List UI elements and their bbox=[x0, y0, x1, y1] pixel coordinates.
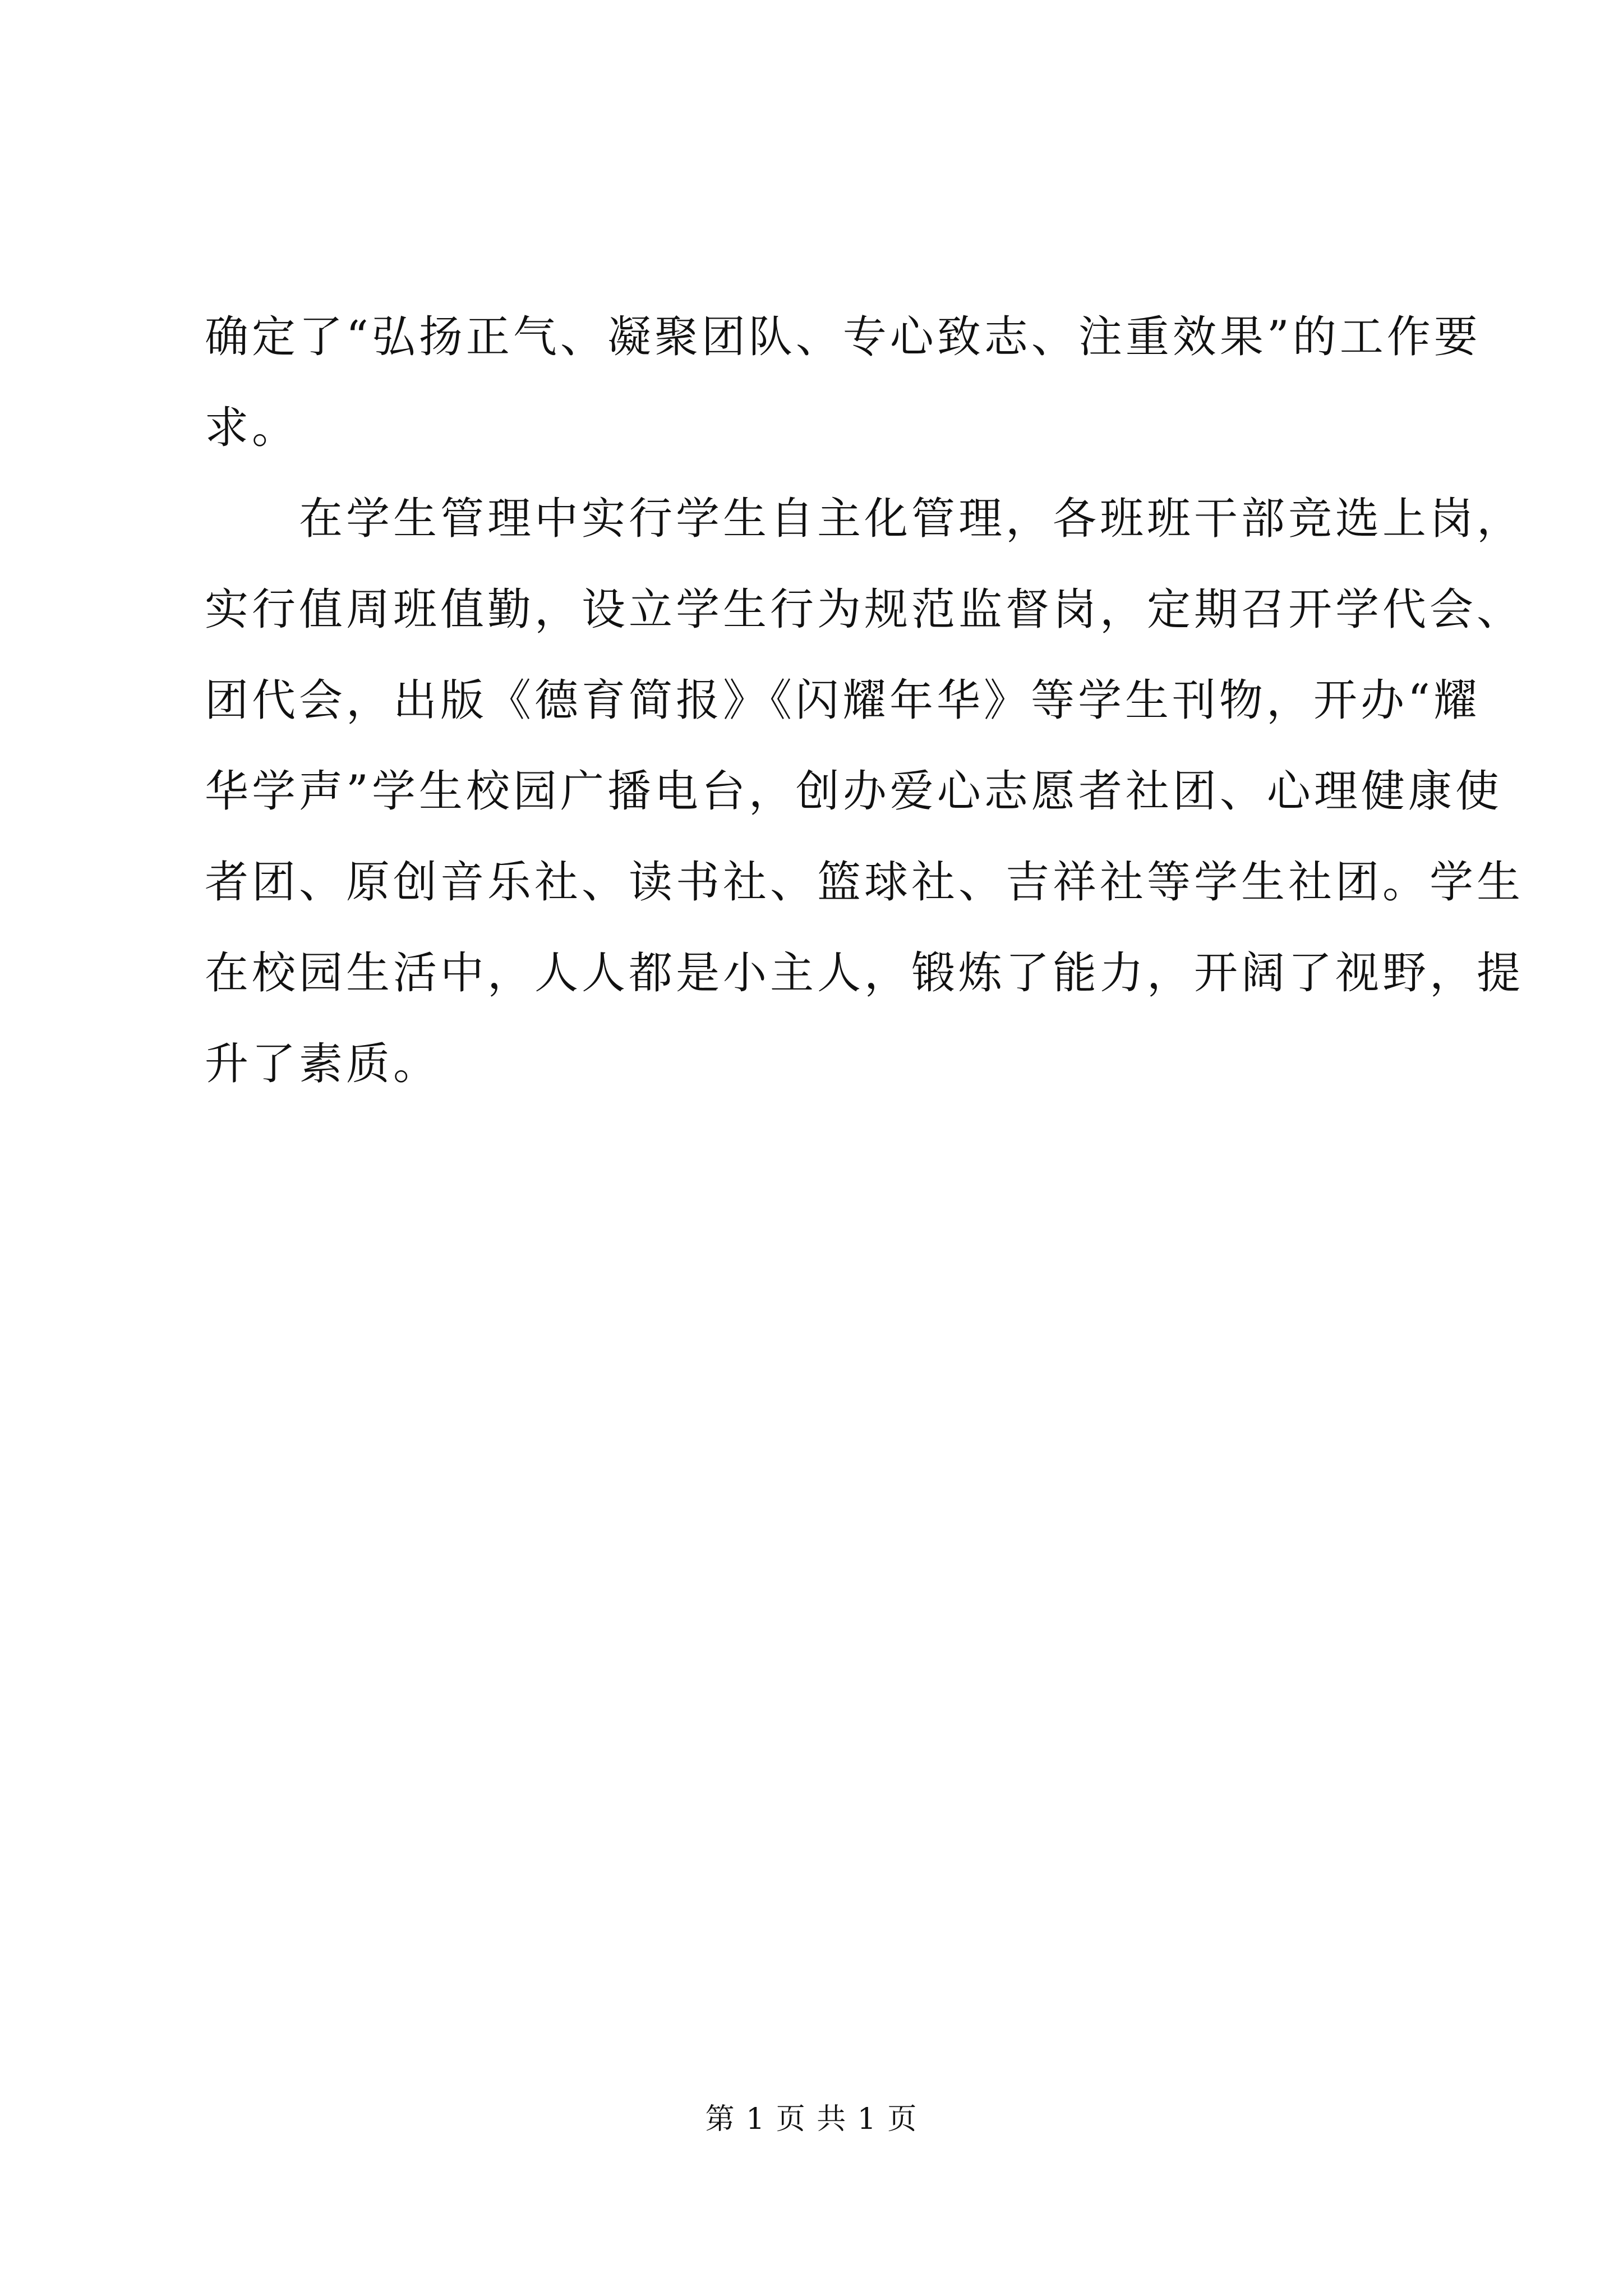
paragraph-line: 实行值周班值勤，设立学生行为规范监督岗，定期召开学代会、 bbox=[205, 585, 1524, 635]
paragraph-2 bbox=[205, 473, 1524, 1110]
paragraph-1 bbox=[205, 292, 1481, 473]
page-footer: 第 1 页 共 1 页 bbox=[705, 2102, 918, 2136]
paragraph-line: 在校园生活中，人人都是小主人，锻炼了能力，开阔了视野，提 bbox=[205, 948, 1524, 999]
paragraph-line: 升了素质。 bbox=[205, 1039, 441, 1089]
paragraph-line: 团代会，出版《德育简报》《闪耀年华》等学生刊物，开办“耀 bbox=[205, 675, 1481, 726]
paragraph-line: 求。 bbox=[205, 403, 299, 453]
paragraph-line: 华学声”学生校园广播电台，创办爱心志愿者社团、心理健康使 bbox=[205, 766, 1502, 817]
paragraph-line: 在学生管理中实行学生自主化管理，各班班干部竞选上岗， bbox=[205, 494, 1524, 544]
paragraph-line: 者团、原创音乐社、读书社、篮球社、吉祥社等学生社团。学生 bbox=[205, 857, 1524, 908]
paragraph-line: 确定了“弘扬正气、凝聚团队、专心致志、注重效果”的工作要 bbox=[205, 312, 1481, 362]
document-body bbox=[205, 292, 1524, 1110]
